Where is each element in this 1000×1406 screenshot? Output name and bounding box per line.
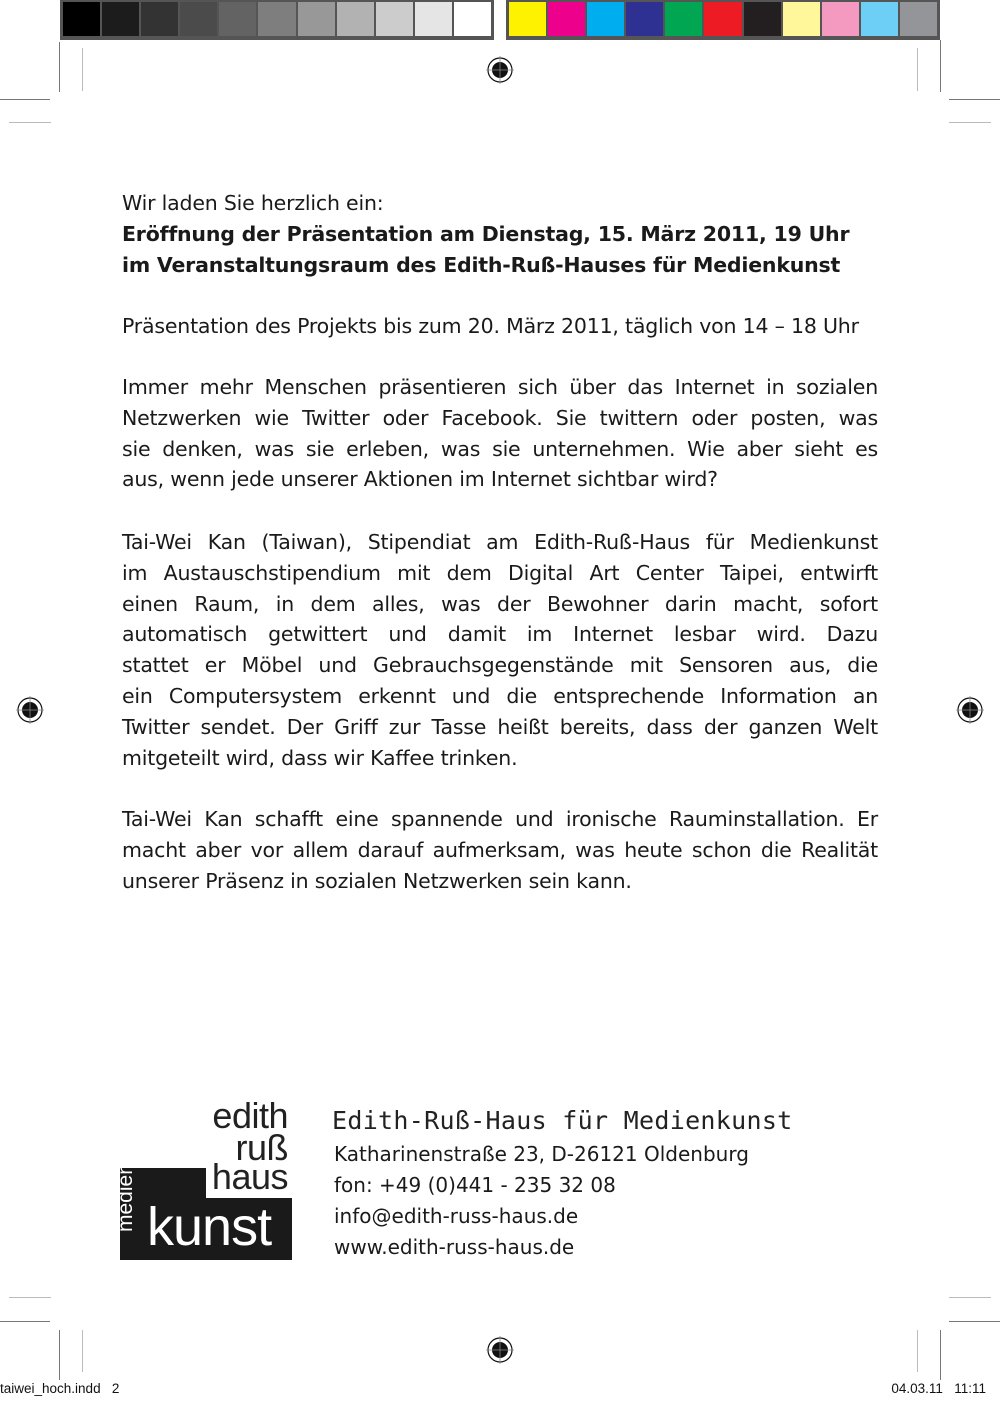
paragraph-line: aus, wenn jede unserer Aktionen im Internet sichtbar wird?	[122, 467, 718, 492]
color-swatch	[783, 2, 820, 36]
email-link[interactable]: info@edith-russ-haus.de	[334, 1204, 579, 1228]
crop-mark	[82, 1330, 83, 1372]
color-swatch	[861, 2, 898, 36]
slug-page-number: 2	[111, 1381, 120, 1396]
paragraph-line: Tai-Wei Kan schafft eine spannende und ironische Rauminstallation. Er	[122, 807, 878, 831]
crop-mark	[82, 48, 83, 91]
paragraph-line: Tai-Wei Kan (Taiwan), Stipendiat am Edith-Ruß-Haus für Medienkunst	[122, 530, 878, 554]
paragraph-line: ein Computersystem erkennt und die entsprechende Information an	[122, 683, 878, 708]
paragraph-2	[122, 527, 878, 773]
opening-line-2: im Veranstaltungsraum des Edith-Ruß-Hauses für Medienkunst	[122, 252, 841, 277]
paragraph-line: Netzwerken wie Twitter oder Facebook. Sie twittern oder posten, was	[122, 405, 878, 430]
crop-mark	[917, 48, 918, 91]
paragraph-line: Immer mehr Menschen präsentieren sich über das Internet in sozialen	[122, 375, 878, 399]
paragraph-1	[122, 372, 878, 495]
color-swatch	[63, 2, 100, 36]
edith-russ-haus-logo	[114, 1095, 292, 1260]
logo-word-russ: ruß	[235, 1127, 288, 1168]
registration-mark-icon	[955, 695, 985, 725]
color-swatch	[258, 2, 295, 36]
paragraph-line: stattet er Möbel und Gebrauchsgegenstände mit Sensoren aus, die	[122, 653, 878, 678]
intro-text: Wir laden Sie herzlich ein:	[122, 191, 384, 215]
crop-mark	[59, 42, 60, 92]
presentation-dates	[122, 311, 878, 342]
paragraph-line: im Austauschstipendium mit dem Digital Art Center Taipei, entwirft	[122, 560, 878, 585]
color-swatch	[180, 2, 217, 36]
logo-word-edith: edith	[212, 1095, 288, 1136]
website-link[interactable]: www.edith-russ-haus.de	[334, 1235, 575, 1259]
institution-name: Edith-Ruß-Haus für Medienkunst	[332, 1106, 793, 1135]
color-swatch	[626, 2, 663, 36]
crop-mark	[940, 1330, 941, 1380]
color-swatch	[102, 2, 139, 36]
process-color-bar	[506, 0, 940, 40]
registration-mark-icon	[15, 695, 45, 725]
paragraph-line: Twitter sendet. Der Griff zur Tasse heißt bereits, dass der ganzen Welt	[122, 714, 878, 739]
color-swatch	[509, 2, 546, 36]
color-swatch	[298, 2, 335, 36]
slug-time: 11:11	[954, 1381, 986, 1396]
crop-mark	[949, 1321, 1000, 1322]
slug-timestamp	[891, 1381, 986, 1396]
color-swatch	[744, 2, 781, 36]
paragraph-line: unserer Präsenz in sozialen Netzwerken sein kann.	[122, 868, 632, 893]
color-swatch	[587, 2, 624, 36]
crop-mark	[59, 1330, 60, 1380]
paragraph-line: automatisch getwittert und damit im Internet lesbar wird. Dazu	[122, 622, 878, 647]
grayscale-color-bar	[60, 0, 494, 40]
crop-mark	[949, 1297, 991, 1298]
color-swatch	[376, 2, 413, 36]
logo-word-haus: haus	[211, 1156, 288, 1197]
logo-word-medien	[115, 1152, 136, 1232]
color-swatch	[219, 2, 256, 36]
crop-mark	[9, 122, 51, 123]
color-swatch	[337, 2, 374, 36]
color-swatch	[704, 2, 741, 36]
color-swatch	[822, 2, 859, 36]
logo-word-kunst: kunst	[147, 1197, 272, 1257]
crop-mark	[0, 99, 50, 100]
crop-mark	[9, 1297, 51, 1298]
color-swatch	[454, 2, 491, 36]
phone-number: fon: +49 (0)441 - 235 32 08	[334, 1173, 616, 1197]
color-swatch	[900, 2, 937, 36]
color-swatch	[141, 2, 178, 36]
registration-mark-icon	[485, 1335, 515, 1365]
paragraph-line: sie denken, was sie erleben, was sie unternehmen. Wie aber sieht es	[122, 436, 878, 461]
crop-mark	[0, 1321, 50, 1322]
dates-text: Präsentation des Projekts bis zum 20. März 2011, täglich von 14 – 18 Uhr	[122, 314, 859, 338]
crop-mark	[917, 1330, 918, 1372]
invitation-header	[122, 188, 878, 280]
color-swatch	[415, 2, 452, 36]
street-address: Katharinenstraße 23, D-26121 Oldenburg	[334, 1142, 749, 1166]
paragraph-line: einen Raum, in dem alles, was der Bewohner darin macht, sofort	[122, 591, 878, 616]
crop-mark	[949, 122, 991, 123]
slug-date: 04.03.11	[891, 1381, 943, 1396]
paragraph-3	[122, 804, 878, 896]
crop-mark	[949, 99, 1000, 100]
paragraph-line: macht aber vor allem darauf aufmerksam, was heute schon die Realität	[122, 837, 878, 862]
paragraph-line: mitgeteilt wird, dass wir Kaffee trinken.	[122, 745, 518, 770]
slug-filename: taiwei_hoch.indd	[0, 1381, 101, 1396]
registration-mark-icon	[485, 55, 515, 85]
logo-word-medien-text: medien	[114, 1163, 137, 1232]
color-swatch	[665, 2, 702, 36]
color-swatch	[548, 2, 585, 36]
crop-mark	[940, 40, 941, 92]
slug-file-info	[0, 1381, 119, 1396]
opening-line-1: Eröffnung der Präsentation am Dienstag, 15. März 2011, 19 Uhr	[122, 221, 850, 246]
